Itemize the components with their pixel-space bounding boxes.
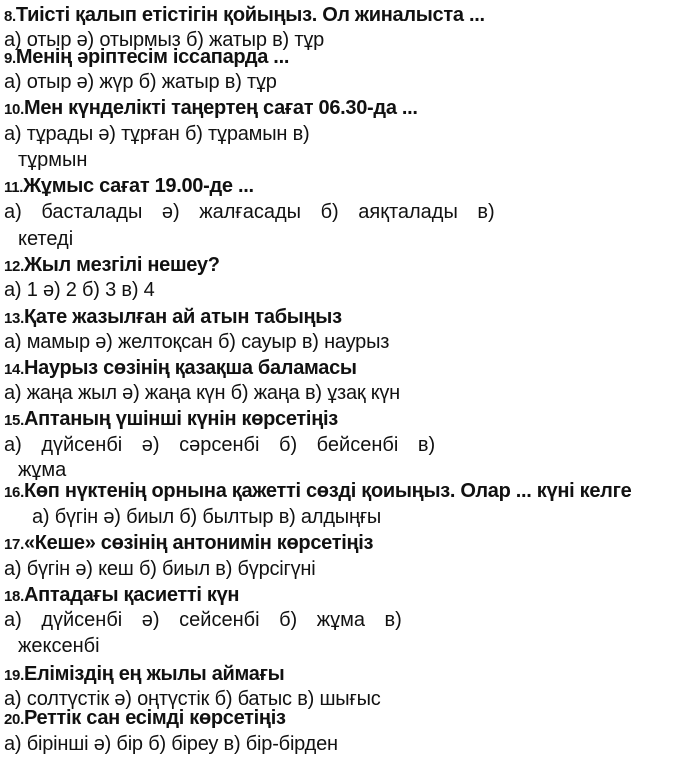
- question-17: [4, 532, 695, 555]
- question-number: 15.: [4, 412, 24, 429]
- question-text: Аптадағы қасиетті күн: [23, 584, 240, 606]
- answer-options: а) отыр ә) жүр б) жатыр в) тұр: [4, 71, 277, 93]
- question-number: 12.: [4, 258, 24, 275]
- question-number: 13.: [4, 310, 24, 327]
- answer-options: а) бүгін ә) кеш б) биыл в) бүрсігүні: [4, 558, 316, 580]
- answer-continuation: жұма: [18, 459, 67, 481]
- question-number: 8.: [4, 8, 16, 25]
- question-number: 18.: [4, 588, 24, 605]
- answer-options: а) тұрады ә) тұрған б) тұрамын в): [4, 123, 310, 145]
- question-18: [4, 584, 695, 607]
- question-text: Еліміздің ең жылы аймағы: [23, 663, 285, 685]
- answer-options: а) 1 ә) 2 б) 3 в) 4: [4, 279, 155, 301]
- question-12: [4, 254, 695, 277]
- question-text: «Кеше» сөзінің антонимін көрсетіңіз: [23, 532, 374, 554]
- question-number: 10.: [4, 101, 24, 118]
- question-text: Тиісті қалып етістігін қойыңыз. Ол жиналыста ...: [15, 4, 485, 26]
- question-text: Жыл мезгілі нешеу?: [23, 254, 220, 276]
- answer-options: а) дүйсенбі ә) сәрсенбі б) бейсенбі в): [4, 434, 436, 456]
- question-20: [4, 707, 695, 730]
- question-14: [4, 357, 695, 380]
- question-text: Мен күнделікті таңертең сағат 06.30-да ...: [23, 97, 418, 119]
- question-text: Көп нүктенің орнына қажетті сөзді қоиыңыз. Олар ... күні келге: [23, 480, 632, 502]
- answer-options: а) отыр ә) отырмыз б) жатыр в) тұр: [4, 29, 325, 51]
- question-13: [4, 306, 695, 329]
- question-text: Наурыз сөзінің қазақша баламасы: [23, 357, 357, 379]
- answer-continuation: жексенбі: [18, 635, 100, 657]
- question-16: [4, 480, 695, 503]
- question-number: 14.: [4, 361, 24, 378]
- answer-options: а) жаңа жыл ә) жаңа күн б) жаңа в) ұзақ күн: [4, 382, 400, 404]
- answer-options: а) мамыр ә) желтоқсан б) сауыр в) наурыз: [4, 331, 390, 353]
- question-text: Жұмыс сағат 19.00-де ...: [23, 175, 254, 197]
- question-number: 16.: [4, 484, 24, 501]
- question-number: 19.: [4, 667, 24, 684]
- answer-options: а) бүгін ә) биыл б) былтыр в) алдыңғы: [32, 506, 382, 528]
- answer-continuation: тұрмын: [18, 149, 88, 171]
- question-10: [4, 97, 695, 120]
- question-11: [4, 175, 695, 198]
- question-number: 17.: [4, 536, 24, 553]
- answer-continuation: кетеді: [18, 228, 74, 250]
- question-9: [4, 46, 695, 69]
- question-text: Қате жазылған ай атын табыңыз: [23, 306, 342, 328]
- question-text: Реттік сан есімді көрсетіңіз: [23, 707, 286, 729]
- question-19: [4, 663, 695, 686]
- answer-options: а) басталады ә) жалғасады б) аяқталады в): [4, 201, 495, 223]
- question-8: [4, 4, 695, 27]
- question-number: 9.: [4, 50, 16, 67]
- question-number: 20.: [4, 711, 24, 728]
- answer-options: а) дүйсенбі ә) сейсенбі б) жұма в): [4, 609, 402, 631]
- answer-options: а) солтүстік ә) оңтүстік б) батыс в) шығыс: [4, 688, 381, 710]
- question-15: [4, 408, 695, 431]
- question-text: Менің әріптесім іссапарда ...: [15, 46, 290, 68]
- answer-options: а) бірінші ә) бір б) біреу в) бір-бірден: [4, 733, 338, 755]
- question-text: Аптаның үшінші күнін көрсетіңіз: [23, 408, 338, 430]
- question-number: 11.: [4, 179, 24, 196]
